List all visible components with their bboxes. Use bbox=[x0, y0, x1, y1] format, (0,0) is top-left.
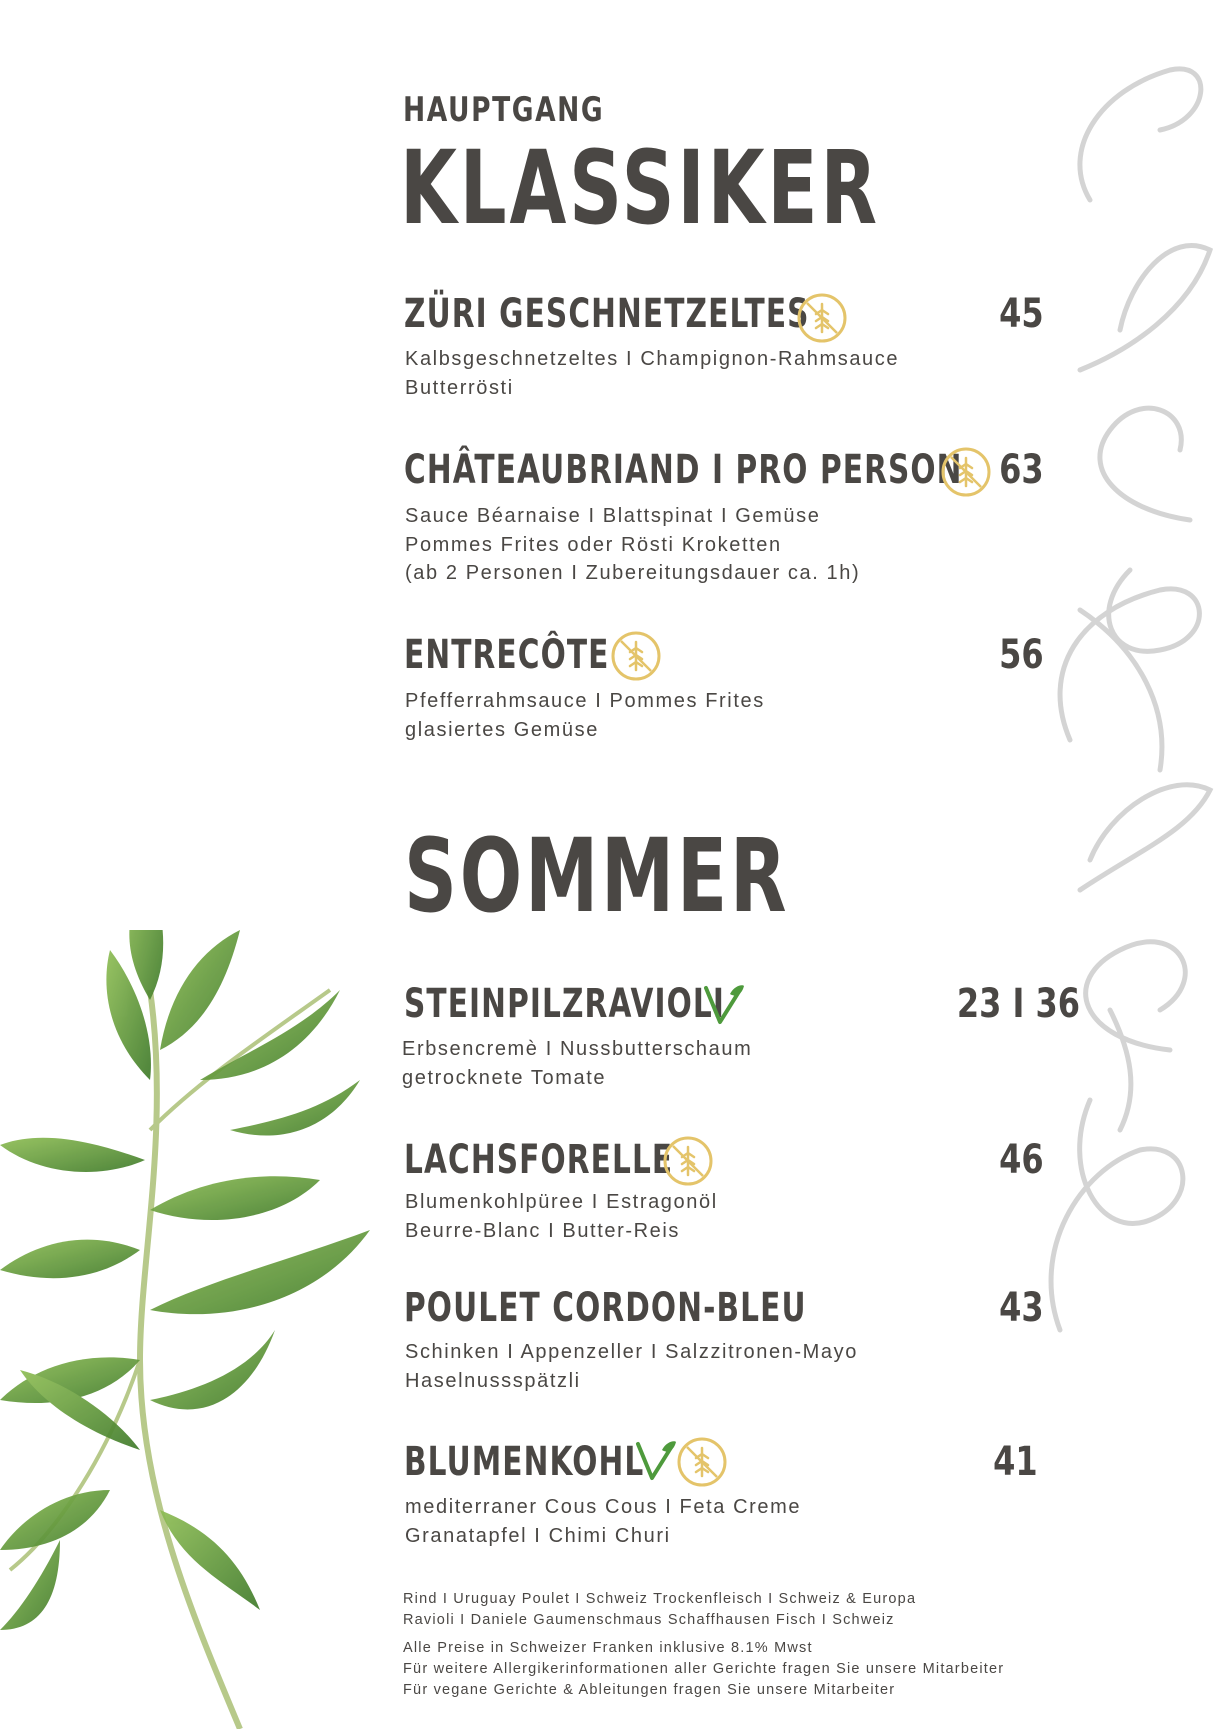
dish-description: Sauce Béarnaise I Blattspinat I Gemüse Pommes Frites oder Rösti Kroketten (ab 2 Personen I Zubereitungsdauer ca. 1h) bbox=[405, 505, 861, 584]
price-notes: Alle Preise in Schweizer Franken inklusive 8.1% Mwst Für weitere Allergikerinformationen aller Gerichte fragen Sie unsere Mitarbeiter Für vegane Gerichte & Ableitungen fragen Sie unsere Mitarbeiter bbox=[403, 1640, 1005, 1698]
dish-row bbox=[404, 633, 1044, 683]
dish-price: 41 bbox=[993, 1439, 1038, 1485]
dish-price: 43 bbox=[999, 1285, 1044, 1331]
vegan-icon bbox=[700, 982, 746, 1028]
dish-row bbox=[404, 1138, 1044, 1188]
dish-price: 23 I 36 bbox=[956, 981, 1080, 1027]
dish-description: Kalbsgeschnetzeltes I Champignon-Rahmsauce Butterrösti bbox=[405, 348, 900, 399]
dish-description: Erbsencremè I Nussbutterschaum getrocknete Tomate bbox=[402, 1038, 753, 1089]
gluten-free-icon bbox=[610, 630, 662, 682]
script-watermark bbox=[1020, 50, 1222, 1350]
gluten-free-icon bbox=[796, 292, 848, 344]
section-title-klassiker: KLASSIKER bbox=[400, 129, 880, 248]
gluten-free-icon bbox=[940, 446, 992, 498]
origin-notes: Rind I Uruguay Poulet I Schweiz Trockenfleisch I Schweiz & Europa Ravioli I Daniele Gaumenschmaus Schaffhausen Fisch I Schweiz bbox=[403, 1591, 917, 1628]
dish-name: BLUMENKOHL bbox=[404, 1439, 645, 1485]
dish-row bbox=[404, 1286, 1044, 1336]
dish-description: Pfefferrahmsauce I Pommes Frites glasiertes Gemüse bbox=[405, 690, 765, 741]
dish-price: 45 bbox=[999, 291, 1044, 337]
dish-name: STEINPILZRAVIOLI bbox=[404, 981, 725, 1027]
dish-name: ZÜRI GESCHNETZELTES bbox=[404, 291, 810, 337]
dish-name: LACHSFORELLE bbox=[404, 1137, 674, 1183]
dish-row bbox=[404, 292, 1044, 342]
vegan-icon bbox=[632, 1438, 678, 1484]
dish-name: POULET CORDON-BLEU bbox=[404, 1285, 807, 1331]
dish-description: mediterraner Cous Cous I Feta Creme Granatapfel I Chimi Churi bbox=[405, 1496, 802, 1547]
dish-price: 56 bbox=[999, 632, 1044, 678]
gluten-free-icon bbox=[662, 1135, 714, 1187]
dish-price: 63 bbox=[999, 447, 1044, 493]
dish-name: ENTRECÔTE bbox=[404, 632, 610, 678]
menu-kicker: HAUPTGANG bbox=[403, 90, 605, 130]
dish-name: CHÂTEAUBRIAND I PRO PERSON bbox=[404, 447, 963, 493]
dish-description: Schinken I Appenzeller I Salzzitronen-Mayo Haselnussspätzli bbox=[405, 1341, 858, 1392]
dish-description: Blumenkohlpüree I Estragonöl Beurre-Blanc I Butter-Reis bbox=[405, 1191, 718, 1242]
gluten-free-icon bbox=[676, 1436, 728, 1488]
dish-price: 46 bbox=[999, 1137, 1044, 1183]
section-title-sommer: SOMMER bbox=[404, 817, 790, 936]
herb-illustration bbox=[0, 930, 380, 1729]
